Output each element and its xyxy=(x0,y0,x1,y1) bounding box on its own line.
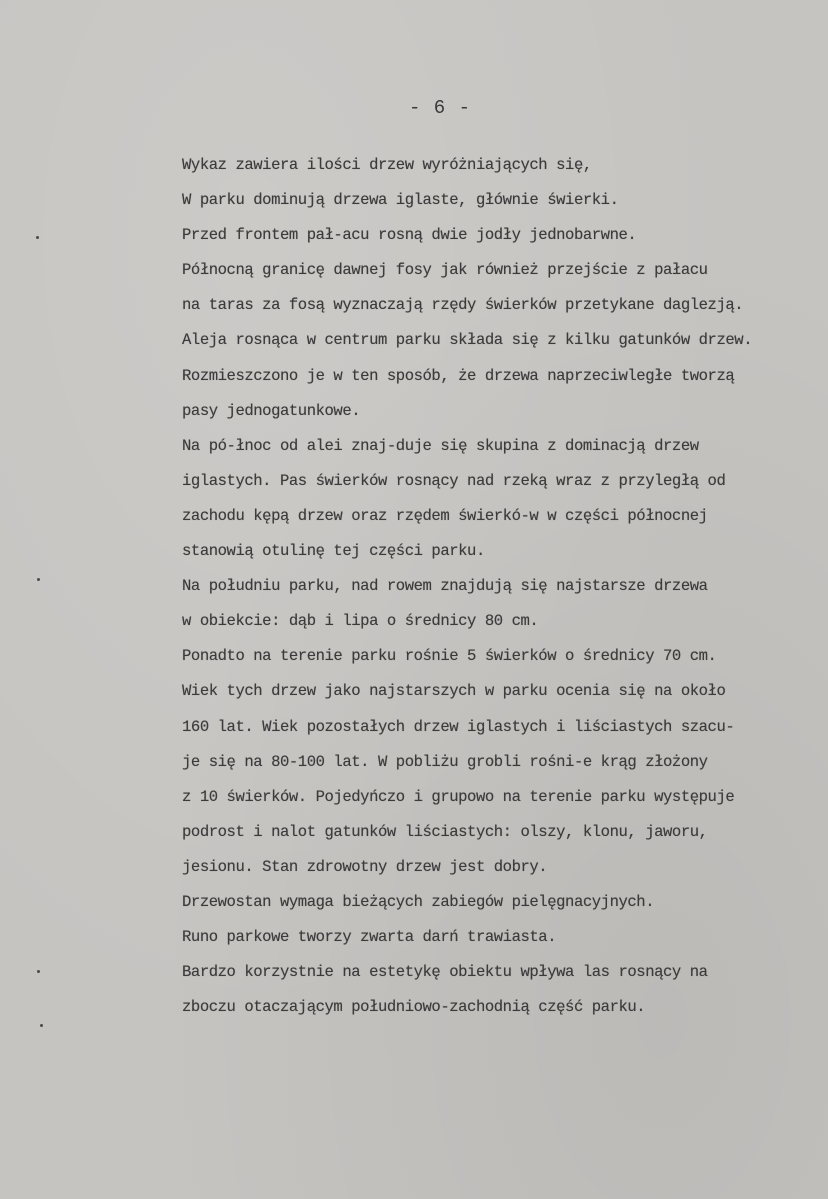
text-line: z 10 świerków. Pojedyńczo i grupowo na terenie parku występuje xyxy=(182,787,735,806)
text-line: iglastych. Pas świerków rosnący nad rzeką wraz z przyległą od xyxy=(182,471,726,490)
text-line: stanowią otulinę tej części parku. xyxy=(182,542,485,561)
typed-text-body xyxy=(182,148,822,1025)
text-line: na taras za fosą wyznaczają rzędy świerków przetykane daglezją. xyxy=(182,296,744,315)
text-line: zachodu kępą drzew oraz rzędem świerkó-w w części północnej xyxy=(182,506,708,525)
text-line: je się na 80-100 lat. W pobliżu grobli rośni-e krąg złożony xyxy=(182,752,708,771)
text-line: jesionu. Stan zdrowotny drzew jest dobry. xyxy=(182,857,548,876)
text-line: Wykaz zawiera ilości drzew wyróżniających się, xyxy=(182,156,592,174)
margin-dot xyxy=(36,236,39,239)
page-number: - 6 - xyxy=(408,97,471,119)
text-line: Bardzo korzystnie na estetykę obiektu wpływa las rosnący na xyxy=(182,963,708,982)
text-line: Wiek tych drzew jako najstarszych w parku ocenia się na około xyxy=(182,682,726,701)
text-line: Drzewostan wymaga bieżących zabiegów pielęgnacyjnych. xyxy=(182,892,655,911)
text-line: pasy jednogatunkowe. xyxy=(182,401,361,420)
text-line: Na pó-łnoc od alei znaj-duje się skupina z dominacją drzew xyxy=(182,436,699,455)
margin-dot xyxy=(37,970,40,973)
text-line: w obiekcie: dąb i lipa o średnicy 80 cm. xyxy=(182,612,539,631)
text-line: 160 lat. Wiek pozostałych drzew iglastych i liściastych szacu- xyxy=(182,717,735,736)
text-line: zboczu otaczającym południowo-zachodnią część parku. xyxy=(182,998,646,1017)
text-line: Przed frontem pał-acu rosną dwie jodły jednobarwne. xyxy=(182,226,637,245)
text-line: Północną granicę dawnej fosy jak również przejście z pałacu xyxy=(182,261,708,280)
text-line: W parku dominują drzewa iglaste, głównie świerki. xyxy=(182,191,619,210)
text-line: Na południu parku, nad rowem znajdują się najstarsze drzewa xyxy=(182,577,708,596)
text-line: Runo parkowe tworzy zwarta darń trawiasta. xyxy=(182,928,557,947)
text-line: Aleja rosnąca w centrum parku składa się z kilku gatunków drzew. xyxy=(182,331,753,350)
text-line: podrost i nalot gatunków liściastych: olszy, klonu, jaworu, xyxy=(182,822,708,841)
text-line: Rozmieszczono je w ten sposób, że drzewa naprzeciwległe tworzą xyxy=(182,366,735,385)
margin-dot xyxy=(37,578,40,581)
margin-dot xyxy=(40,1024,43,1027)
text-line: Ponadto na terenie parku rośnie 5 świerków o średnicy 70 cm. xyxy=(182,647,717,666)
